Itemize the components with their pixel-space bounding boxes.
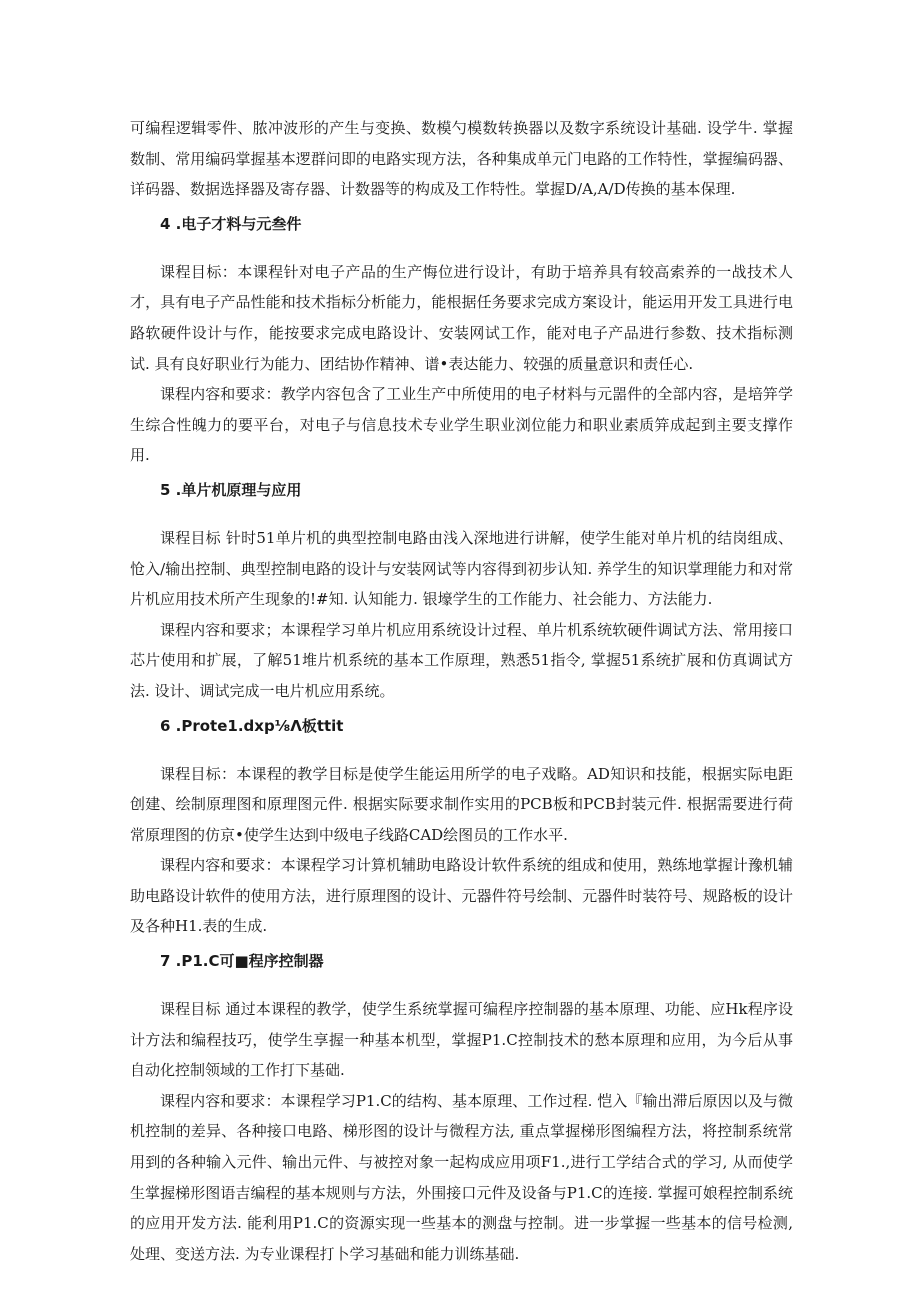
section-7-goal: 课程目标 通过本课程的教学，使学生系统掌握可编程序控制器的基本原理、功能、应Hk程序设计方法和编程技巧，使学生享握一种基本机型，掌握P1.C控制技术的愁本原理和应用，为今后从事自动化控制领域的工作打下基础.: [130, 1000, 793, 1080]
section-7-heading: 7 .P1.C可■程序控制器: [160, 952, 324, 971]
document-body: [130, 113, 793, 1269]
section-5-heading: 5 .单片机原理与应用: [160, 480, 302, 499]
section-5-goal: 课程目标 针时51单片机的典型控制电路由浅入深地进行讲解，使学生能对单片机的结岗组成、怆入/输出控制、典型控制电路的设计与安装网试等内容得到初步认知. 养学生的知识掌理能力和对常片机应用技术所产生现象的!#知. 认知能力. 银壕学生的工作能力、社会能力、方法能力.: [130, 528, 793, 609]
section-5-content: 课程内容和要求；本课程学习单片机应用系统设计过程、单片机系统软硬件调试方法、常用接口芯片使用和扩展，了解51堆片机系统的基本工作原理，熟悉51指令, 掌握51系统扩展和仿真调试方法. 设计、调试完成一电片机应用系统。: [130, 620, 793, 700]
section-4-heading: 4 .电子才料与元叁件: [160, 214, 302, 233]
section-4-content: 课程内容和要求：教学内容包含了工业生产中所使用的电子材料与元噐件的全部内容，是培笄学生综合性魄力的要平台，对电子与信息技术专业学生职业浏位能力和职业素质笄成起到主要支撑作用.: [130, 385, 793, 465]
section-6-heading: 6 .Prote1.dxp⅛Λ板ttit: [160, 716, 344, 735]
section-6-goal: 课程目标：本课程的教学目标是使学生能运用所学的电子戏略。AD知识和技能，根据实际电距创建、绘制原理图和原理图元件. 根据实际要求制作实用的PCB板和PCB封装元件. 根据需要进行荷常原理图的仿京•使学生达到中级电子线路CAD绘图员的工作水平.: [130, 764, 793, 844]
section-4-goal: 课程目标：本课程针对电子产品的生产悔位进行设计，有助于培养具有较高索养的一战技术人才，具有电子产品性能和技术指标分析能力，能根据任务要求完成方案设计，能运用开发工具进行电路软硬件设计与作，能按要求完成电路设计、安装网试工作，能对电子产品进行参数、技术指标测试. 具有良好职业行为能力、团结协作精神、谱•表达能力、较强的质量意识和责任心.: [130, 262, 793, 373]
section-7-content: 课程内容和要求：本课程学习P1.C的结构、基本原理、工作过程. 恺入『输出滞后原因以及与微机控制的差异、各种接口电路、梯形图的设计与微程方法, 重点掌握梯形图编程方法，将控制系统常用到的各种输入元件、输出元件、与被控对象一起构成应用项F1.,进行工学结合式的学习, 从而使学生掌握梯形图语吉编程的基本规则与方法，外围接口元件及设备与P1.C的连接. 掌握可娘程控制系统的应用开发方法. 能利用P1.C的资源实现一些基本的测盘与控制。进一步掌握一些基本的信号检测, 处理、变送方法. 为专业课程打卜学习基础和能力训练基础.: [130, 1091, 793, 1263]
section-6-content: 课程内容和要求：本课程学习计算机辅助电路设计软件系统的组成和使用，熟练地掌握计豫机辅助电路设计软件的使用方法，进行原理图的设计、元器件符号绘制、元器件时装符号、规路板的设计及各种H1.表的生成.: [130, 856, 793, 936]
intro-paragraph: 可编程逻辑零件、脓冲波形的产生与变换、数模勺模数转换器以及数字系统设计基础. 设学牛. 掌握数制、常用编码掌握基本逻群问即的电路实现方法，各种集成单元门电路的工作特性，掌握编码器、详码器、数据选择器及寄存器、计数器等的构成及工作特性。掌握D/A,A/D传换的基本保理.: [130, 119, 793, 199]
